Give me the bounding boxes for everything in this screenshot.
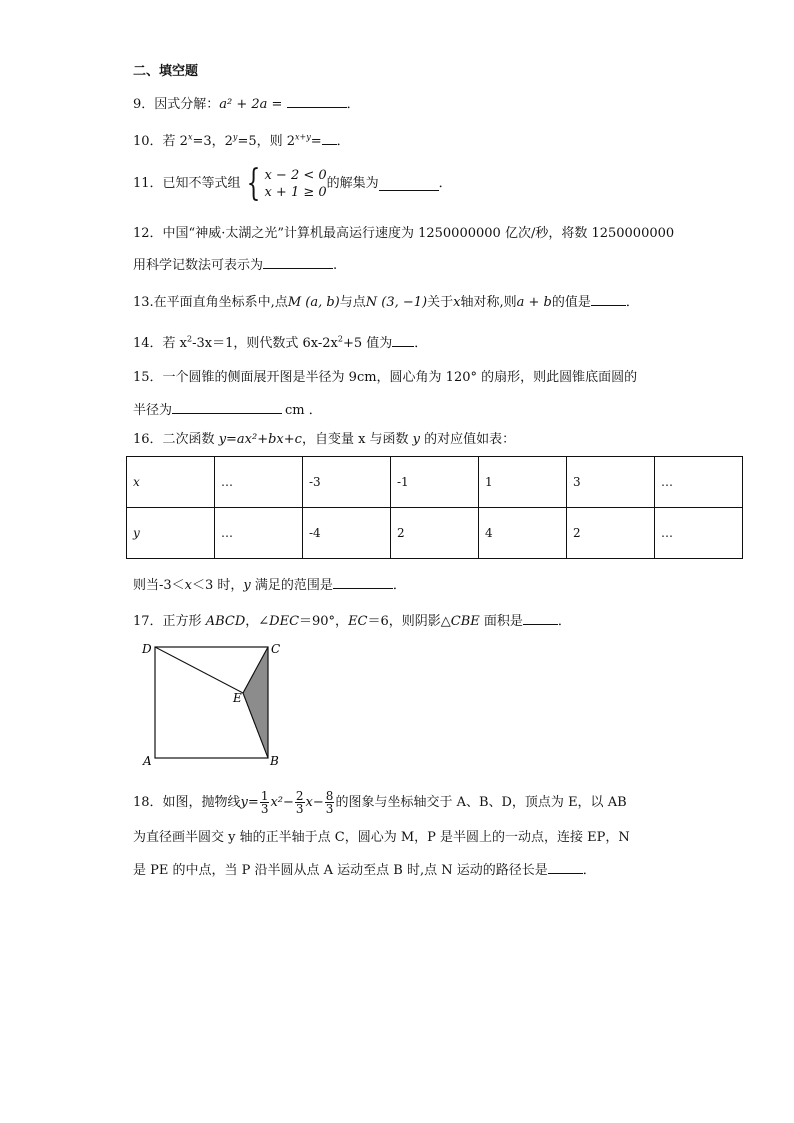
q16-after-2: ＜3 时， bbox=[192, 578, 244, 593]
q11-end: ． bbox=[438, 176, 452, 191]
label-e: E bbox=[233, 691, 242, 705]
q11-prefix: 11．已知不等式组 bbox=[133, 176, 241, 191]
q18-answer-blank[interactable] bbox=[548, 861, 583, 874]
q17-segment: EC bbox=[348, 614, 368, 629]
q16-value-table bbox=[126, 456, 743, 559]
q10-text-1: 10．若 2 bbox=[133, 134, 188, 149]
q17-text-4: ＝6，则阴影△ bbox=[367, 614, 451, 629]
question-9 bbox=[133, 95, 360, 113]
table-cell: y bbox=[127, 508, 215, 559]
q13-text-5: 的值是 bbox=[551, 295, 591, 310]
q18-f2-num: 2 bbox=[295, 789, 304, 803]
q12-line2-text: 用科学记数法可表示为 bbox=[133, 258, 264, 273]
q18-x: x bbox=[305, 795, 313, 810]
table-cell: -3 bbox=[303, 457, 391, 508]
question-16-follow-up bbox=[133, 576, 406, 594]
q13-text-4: 轴对称,则 bbox=[460, 295, 517, 310]
q17-end: ． bbox=[557, 614, 571, 629]
q16-text-1: 16．二次函数 bbox=[133, 432, 219, 447]
q16-y: y bbox=[412, 432, 421, 447]
table-cell: … bbox=[215, 508, 303, 559]
q17-text-2: ，∠ bbox=[245, 614, 270, 629]
q18-text-1: 18．如图，抛物线 bbox=[133, 795, 241, 810]
q18-f3-den: 3 bbox=[325, 802, 334, 816]
q16-answer-blank[interactable] bbox=[333, 576, 393, 589]
question-18-line-2: 为直径画半圆交 y 轴的正半轴于点 C，圆心为 M，P 是半圆上的一动点，连接 EP，N bbox=[133, 830, 630, 845]
table-cell: -1 bbox=[391, 457, 479, 508]
q13-sum: a + b bbox=[516, 295, 552, 310]
q11-brace: { bbox=[246, 163, 260, 204]
q18-equals: = bbox=[247, 795, 259, 810]
q11-suffix: 的解集为 bbox=[326, 176, 379, 191]
q14-end: ． bbox=[414, 336, 428, 351]
q15-unit: cm ． bbox=[285, 403, 322, 418]
q17-text-3: ＝90°， bbox=[299, 614, 349, 629]
q17-square: ABCD bbox=[205, 614, 246, 629]
table-cell: x bbox=[127, 457, 215, 508]
segment-de bbox=[155, 647, 243, 693]
q14-exp-1: 2 bbox=[187, 334, 193, 344]
q17-text-1: 17．正方形 bbox=[133, 614, 206, 629]
question-10 bbox=[133, 132, 350, 150]
question-18-line-1 bbox=[133, 786, 627, 820]
q14-text-1: 14．若 x bbox=[133, 336, 188, 351]
q15-answer-blank[interactable] bbox=[172, 401, 282, 414]
q10-text-3: =5，则 2 bbox=[237, 134, 296, 149]
question-17 bbox=[133, 612, 571, 630]
label-d: D bbox=[142, 642, 152, 656]
q18-f1-num: 1 bbox=[260, 789, 269, 803]
table-cell: 2 bbox=[567, 508, 655, 559]
q16-after-1: 则当-3＜ bbox=[133, 578, 185, 593]
q18-f3-num: 8 bbox=[325, 789, 334, 803]
table-row bbox=[127, 508, 743, 559]
q18-text-2: 的图象与坐标轴交于 A、B、D，顶点为 E，以 AB bbox=[335, 795, 627, 810]
label-a: A bbox=[143, 754, 152, 768]
q15-line2-text: 半径为 bbox=[133, 403, 173, 418]
q9-expression: a² + 2a = bbox=[219, 97, 283, 112]
q18-line3-text: 是 PE 的中点，当 P 沿半圆从点 A 运动至点 B 时,点 N 运动的路径长是 bbox=[133, 863, 548, 878]
q17-text-5: 面积是 bbox=[479, 614, 523, 629]
q16-after-y: y bbox=[243, 578, 251, 593]
q14-exp-2: 2 bbox=[337, 334, 343, 344]
q16-after-x: x bbox=[184, 578, 193, 593]
q10-answer-blank[interactable] bbox=[322, 132, 337, 145]
question-15-line-1: 15．一个圆锥的侧面展开图是半径为 9cm，圆心角为 120° 的扇形，则此圆锥底面圆的 bbox=[133, 370, 638, 385]
q10-exp-xy: x+y bbox=[295, 132, 311, 142]
q13-point-m: M (a, b) bbox=[287, 295, 340, 310]
q17-figure bbox=[140, 638, 300, 773]
q18-f1-den: 3 bbox=[260, 802, 269, 816]
q18-fraction-3 bbox=[325, 790, 335, 815]
q13-answer-blank[interactable] bbox=[591, 293, 626, 306]
q18-fraction-1 bbox=[260, 790, 270, 815]
q14-text-3: +5 值为 bbox=[342, 336, 393, 351]
q9-stem: 9．因式分解： bbox=[133, 97, 220, 112]
label-c: C bbox=[271, 642, 281, 656]
table-cell: 4 bbox=[479, 508, 567, 559]
q9-answer-blank[interactable] bbox=[287, 95, 347, 108]
q18-fraction-2 bbox=[295, 790, 305, 815]
q13-x-axis: x bbox=[453, 295, 461, 310]
question-16 bbox=[133, 432, 515, 448]
q10-exp-y: y bbox=[232, 132, 238, 142]
q11-inequality-2: x + 1 ≥ 0 bbox=[264, 185, 327, 200]
q18-minus-2: − bbox=[312, 795, 324, 810]
label-b: B bbox=[270, 754, 279, 768]
q16-after-3: 满足的范围是 bbox=[250, 578, 333, 593]
question-14 bbox=[133, 334, 427, 352]
q14-answer-blank[interactable] bbox=[392, 334, 414, 347]
question-12-line-2 bbox=[133, 256, 337, 274]
q18-f2-den: 3 bbox=[295, 802, 304, 816]
q17-triangle: CBE bbox=[450, 614, 480, 629]
q16-text-3: 的对应值如表： bbox=[420, 432, 516, 447]
q11-system bbox=[264, 167, 326, 201]
q16-function: y=ax²+bx+c bbox=[218, 432, 302, 447]
question-13 bbox=[133, 293, 639, 311]
q11-inequality-1: x − 2 < 0 bbox=[264, 168, 327, 183]
q17-answer-blank[interactable] bbox=[523, 612, 558, 625]
q10-end: ． bbox=[336, 134, 350, 149]
table-cell: … bbox=[655, 508, 743, 559]
q18-end: ． bbox=[582, 863, 596, 878]
table-cell: 1 bbox=[479, 457, 567, 508]
q10-text-4: = bbox=[310, 134, 322, 149]
question-11 bbox=[133, 163, 452, 206]
q11-answer-blank[interactable] bbox=[379, 178, 439, 191]
q10-text-2: =3，2 bbox=[192, 134, 233, 149]
q16-end: ． bbox=[392, 578, 406, 593]
table-cell: … bbox=[215, 457, 303, 508]
table-cell: -4 bbox=[303, 508, 391, 559]
question-18-line-3 bbox=[133, 861, 596, 879]
q18-y: y bbox=[240, 795, 248, 810]
question-15-line-2 bbox=[133, 401, 322, 419]
q16-text-2: ，自变量 x 与函数 bbox=[301, 432, 413, 447]
question-12-line-1: 12．中国“神威·太湖之光”计算机最高运行速度为 1250000000 亿次/秒，将数 1250000000 bbox=[133, 226, 675, 241]
q10-exp-x: x bbox=[187, 132, 193, 142]
q18-minus-1: − bbox=[283, 795, 294, 810]
table-cell: 3 bbox=[567, 457, 655, 508]
q12-end: . bbox=[333, 258, 338, 273]
q12-answer-blank[interactable] bbox=[263, 256, 333, 269]
q18-x-squared: x² bbox=[270, 795, 283, 810]
q13-text-2: 与点 bbox=[339, 295, 366, 310]
table-cell: 2 bbox=[391, 508, 479, 559]
section-title: 二、填空题 bbox=[133, 64, 199, 79]
q13-text-1: 13.在平面直角坐标系中,点 bbox=[133, 295, 288, 310]
q13-point-n: N (3, −1) bbox=[365, 295, 428, 310]
q9-end: ． bbox=[346, 97, 360, 112]
q14-text-2: -3x＝1，则代数式 6x-2x bbox=[192, 336, 338, 351]
q13-text-3: 关于 bbox=[427, 295, 454, 310]
q13-end: ． bbox=[625, 295, 639, 310]
q17-angle: DEC bbox=[269, 614, 300, 629]
table-cell: … bbox=[655, 457, 743, 508]
table-row bbox=[127, 457, 743, 508]
